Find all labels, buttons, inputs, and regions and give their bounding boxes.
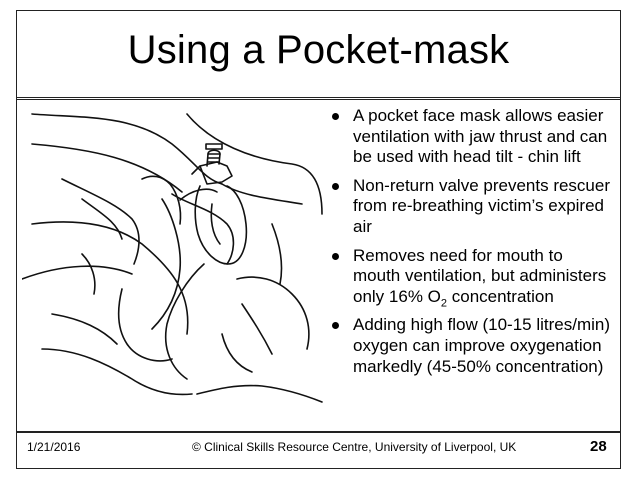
bullet-list bbox=[331, 106, 611, 385]
footer-date: 1/21/2016 bbox=[27, 440, 81, 454]
bullet-dot-icon bbox=[332, 322, 339, 329]
bullet-dot-icon bbox=[332, 113, 339, 120]
bullet-dot-icon bbox=[332, 183, 339, 190]
slide-title: Using a Pocket-mask bbox=[127, 28, 510, 72]
bullet-text: Adding high flow (10-15 litres/min) oxygen can improve oxygenation markedly (45-50% concentration) bbox=[353, 315, 611, 376]
bullet-text-tail: concentration bbox=[447, 286, 554, 306]
footer-divider bbox=[16, 432, 621, 433]
footer-credit: © Clinical Skills Resource Centre, University of Liverpool, UK bbox=[192, 440, 517, 454]
pocket-mask-illustration bbox=[22, 104, 327, 404]
page-number: 28 bbox=[590, 438, 607, 455]
bullet-text: A pocket face mask allows easier ventilation with jaw thrust and can be used with head tilt - chin lift bbox=[353, 106, 608, 167]
bullet-item bbox=[331, 246, 611, 308]
bullet-dot-icon bbox=[332, 253, 339, 260]
bullet-item bbox=[331, 315, 611, 377]
bullet-text: Non-return valve prevents rescuer from re-breathing victim’s expired air bbox=[353, 175, 611, 236]
bullet-item bbox=[331, 106, 611, 168]
bullet-item bbox=[331, 176, 611, 238]
oxygen-subscript: 2 bbox=[440, 297, 448, 310]
bullet-text: Removes need for mouth to mouth ventilation, but administers only 16% O bbox=[353, 245, 607, 306]
title-divider bbox=[16, 97, 621, 98]
